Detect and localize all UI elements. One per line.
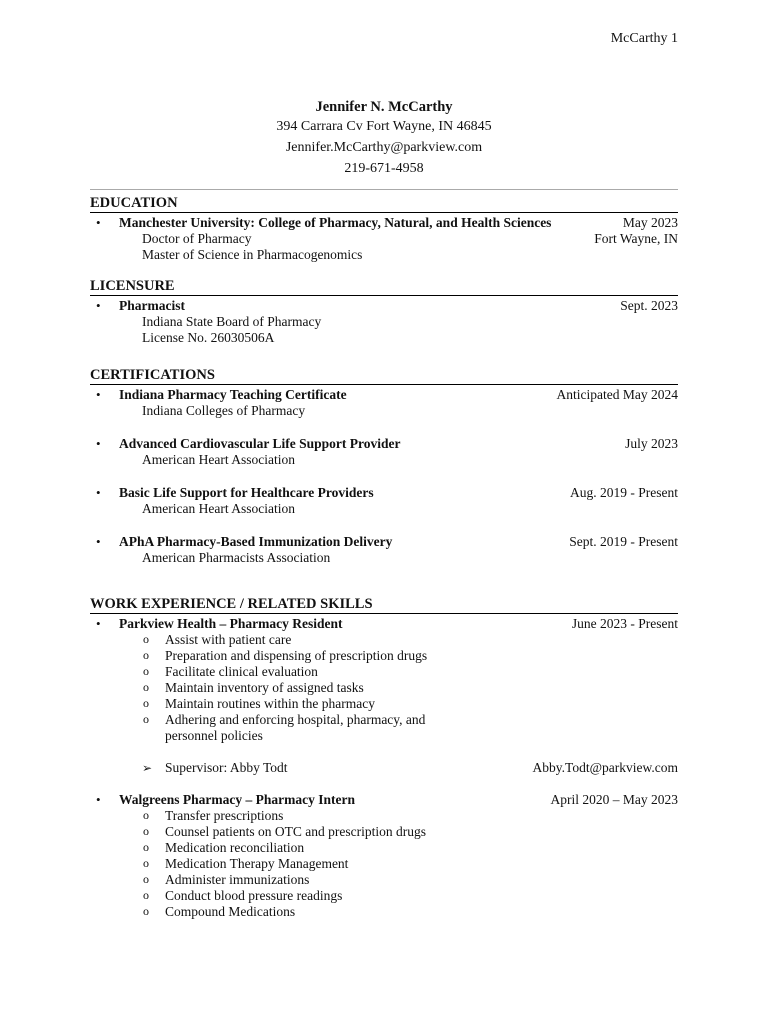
job-title: Walgreens Pharmacy – Pharmacy Intern	[119, 792, 355, 807]
duty-item: o Transfer prescriptions	[143, 808, 284, 823]
certification-item	[90, 485, 678, 517]
section-title-certifications: CERTIFICATIONS	[90, 367, 678, 385]
contact-block	[90, 98, 678, 179]
work-section	[90, 596, 678, 920]
duty-list	[90, 632, 678, 744]
duty-item: o Facilitate clinical evaluation	[143, 664, 318, 679]
licensure-section	[90, 278, 678, 346]
bullet-marker: •	[96, 298, 101, 313]
section-title-work: WORK EXPERIENCE / RELATED SKILLS	[90, 596, 678, 614]
license-role: Pharmacist	[119, 298, 185, 313]
certification-item	[90, 534, 678, 566]
duty-item: o Preparation and dispensing of prescription drugs	[143, 648, 428, 663]
certifications-section	[90, 367, 678, 566]
certification-name: APhA Pharmacy-Based Immunization Delivery	[119, 534, 393, 549]
email: Jennifer.McCarthy@parkview.com	[285, 140, 483, 155]
education-date: May 2023	[622, 215, 678, 230]
duty-item-continued: personnel policies	[165, 728, 263, 743]
duty-item: o Maintain inventory of assigned tasks	[143, 680, 364, 695]
certification-date: July 2023	[625, 436, 678, 451]
certification-name: Basic Life Support for Healthcare Providers	[119, 485, 374, 500]
degree-2: Master of Science in Pharmacogenomics	[142, 247, 363, 262]
job-date: April 2020 – May 2023	[550, 792, 678, 807]
duty-item: o Counsel patients on OTC and prescription drugs	[143, 824, 426, 839]
job-date: June 2023 - Present	[571, 616, 678, 631]
contact-divider	[90, 189, 678, 190]
supervisor-name: Supervisor: Abby Todt	[165, 760, 288, 775]
certification-org: American Heart Association	[142, 501, 295, 516]
arrow-marker: ➢	[142, 761, 153, 775]
address: 394 Carrara Cv Fort Wayne, IN 46845	[276, 119, 492, 134]
license-board: Indiana State Board of Pharmacy	[142, 314, 322, 329]
certification-item	[90, 436, 678, 468]
education-entry	[90, 215, 678, 263]
certification-org: American Heart Association	[142, 452, 295, 467]
duty-item: o Compound Medications	[143, 904, 296, 919]
bullet-marker: •	[96, 215, 101, 230]
certification-item	[90, 387, 678, 419]
supervisor-email: Abby.Todt@parkview.com	[532, 760, 678, 775]
bullet-marker: •	[96, 485, 101, 500]
bullet-marker: •	[96, 436, 101, 451]
bullet-marker: •	[96, 387, 101, 402]
duty-item: o Maintain routines within the pharmacy	[143, 696, 375, 711]
duty-item: o Conduct blood pressure readings	[143, 888, 343, 903]
section-title-education: EDUCATION	[90, 195, 678, 213]
job-entry	[90, 792, 678, 808]
licensure-entry	[90, 298, 678, 346]
certification-date: Anticipated May 2024	[556, 387, 678, 402]
job-entry	[90, 616, 678, 632]
certification-name: Advanced Cardiovascular Life Support Provider	[119, 436, 401, 451]
section-title-licensure: LICENSURE	[90, 278, 678, 296]
degree-1: Doctor of Pharmacy	[142, 231, 252, 246]
supervisor-row	[90, 760, 678, 776]
license-number: License No. 26030506A	[142, 330, 275, 345]
certification-org: American Pharmacists Association	[142, 550, 331, 565]
certification-name: Indiana Pharmacy Teaching Certificate	[119, 387, 347, 402]
job-title: Parkview Health – Pharmacy Resident	[119, 616, 343, 631]
bullet-marker: •	[96, 534, 101, 549]
applicant-name: Jennifer N. McCarthy	[315, 99, 453, 115]
certification-date: Aug. 2019 - Present	[570, 485, 678, 500]
duty-item: o Assist with patient care	[143, 632, 292, 647]
school-name: Manchester University: College of Pharmacy, Natural, and Health Sciences	[119, 215, 552, 230]
education-section	[90, 195, 678, 263]
certification-org: Indiana Colleges of Pharmacy	[142, 403, 306, 418]
phone: 219-671-4958	[344, 161, 424, 176]
bullet-marker: •	[96, 792, 101, 807]
education-location: Fort Wayne, IN	[594, 231, 678, 246]
duty-item: o Adhering and enforcing hospital, pharmacy, and	[143, 712, 426, 727]
license-date: Sept. 2023	[620, 298, 678, 313]
bullet-marker: •	[96, 616, 101, 631]
duty-item: o Medication reconciliation	[143, 840, 305, 855]
duty-item: o Medication Therapy Management	[143, 856, 349, 871]
running-head: McCarthy 1	[610, 31, 678, 46]
duty-item: o Administer immunizations	[143, 872, 310, 887]
certification-date: Sept. 2019 - Present	[569, 534, 678, 549]
duty-list	[90, 808, 678, 920]
